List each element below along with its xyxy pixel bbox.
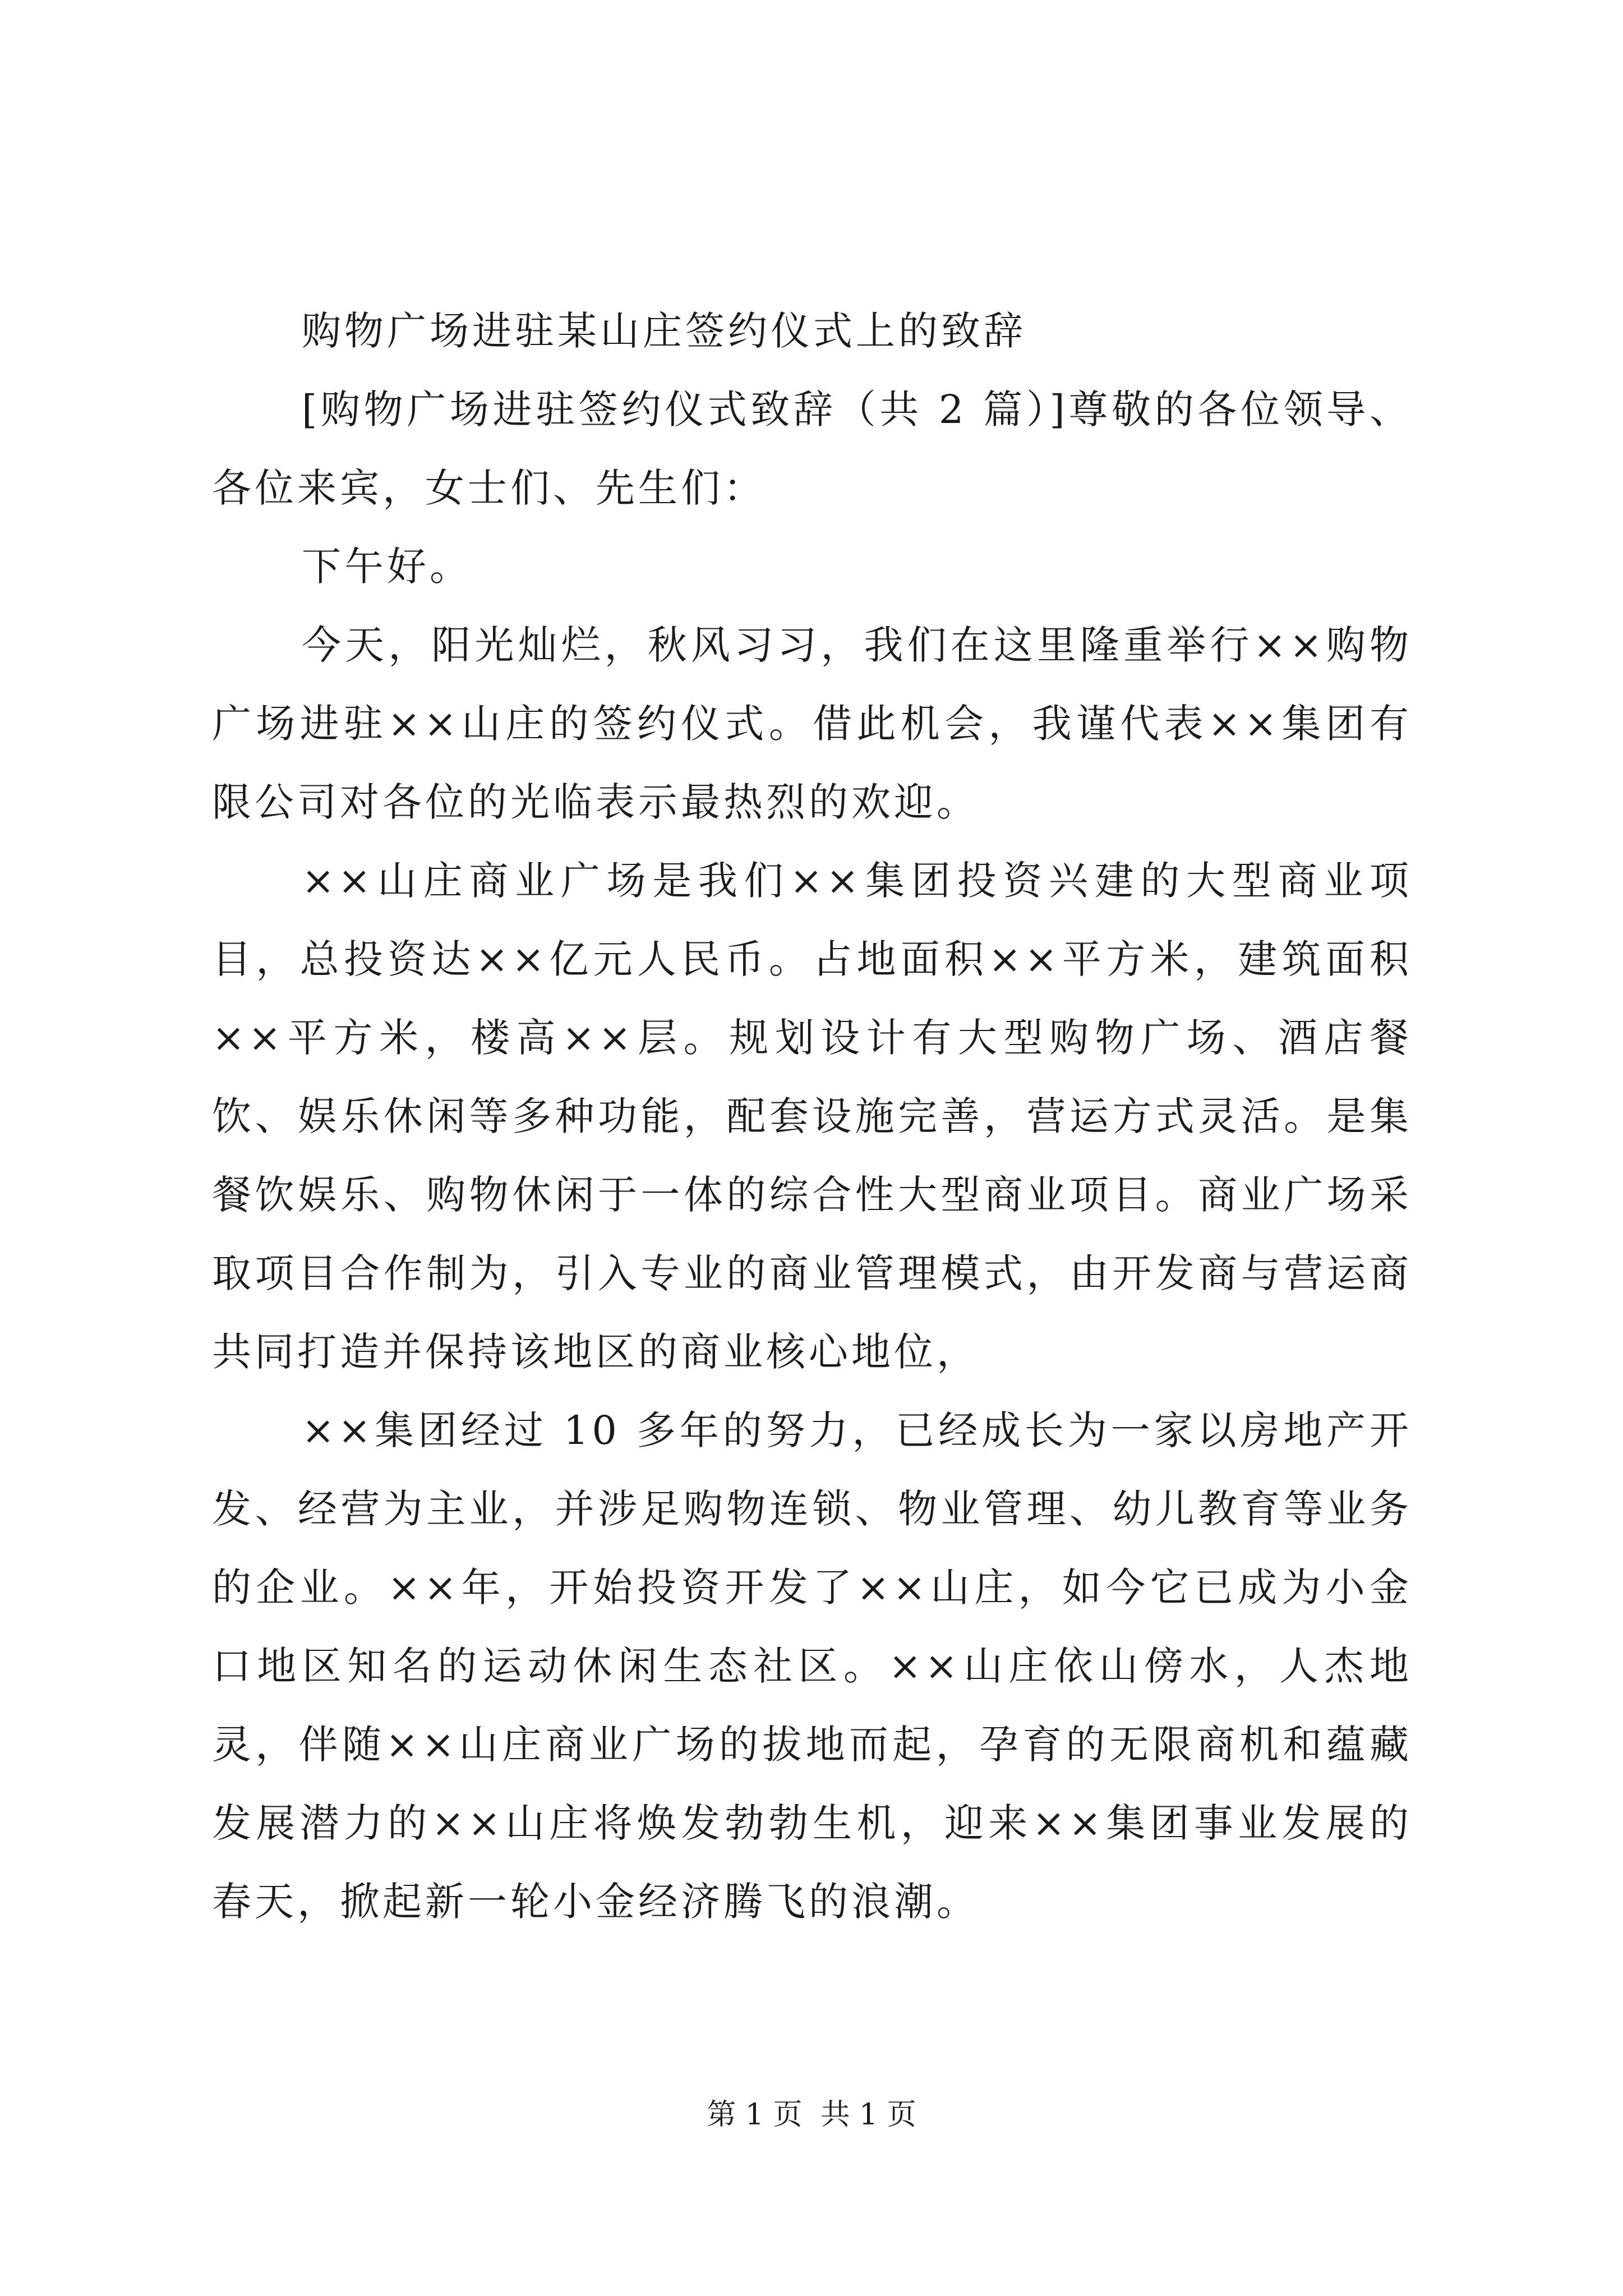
page-number-label: 第 1 页 共 1 页 (707, 2098, 916, 2132)
paragraph-project: ××山庄商业广场是我们××集团投资兴建的大型商业项目，总投资达××亿元人民币。占地面积××平方米，建筑面积××平方米，楼高××层。规划设计有大型购物广场、酒店餐饮、娱乐休闲等多种功能，配套设施完善，营运方式灵活。是集餐饮娱乐、购物休闲于一体的综合性大型商业项目。商业广场采取项目合作制为，引入专业的商业管理模式，由开发商与营运商共同打造并保持该地区的商业核心地位， (212, 858, 1412, 1375)
document-body (212, 292, 1412, 1941)
paragraph-salutation: [购物广场进驻签约仪式致辞（共 2 篇）]尊敬的各位领导、各位来宾，女士们、先生们： (212, 386, 1412, 511)
paragraph-welcome: 今天，阳光灿烂，秋风习习，我们在这里隆重举行××购物广场进驻××山庄的签约仪式。借此机会，我谨代表××集团有限公司对各位的光临表示最热烈的欢迎。 (212, 622, 1412, 825)
paragraph-group: ××集团经过 10 多年的努力，已经成长为一家以房地产开发、经营为主业，并涉足购物连锁、物业管理、幼儿教育等业务的企业。××年，开始投资开发了××山庄，如今它已成为小金口地区知名的运动休闲生态社区。××山庄依山傍水，人杰地灵，伴随××山庄商业广场的拔地而起，孕育的无限商机和蕴藏发展潜力的××山庄将焕发勃勃生机，迎来××集团事业发展的春天，掀起新一轮小金经济腾飞的浪潮。 (212, 1407, 1412, 1925)
paragraph-greeting: 下午好。 (302, 544, 472, 590)
page-footer (0, 2095, 1623, 2134)
document-title: 购物广场进驻某山庄签约仪式上的致辞 (302, 308, 1026, 354)
